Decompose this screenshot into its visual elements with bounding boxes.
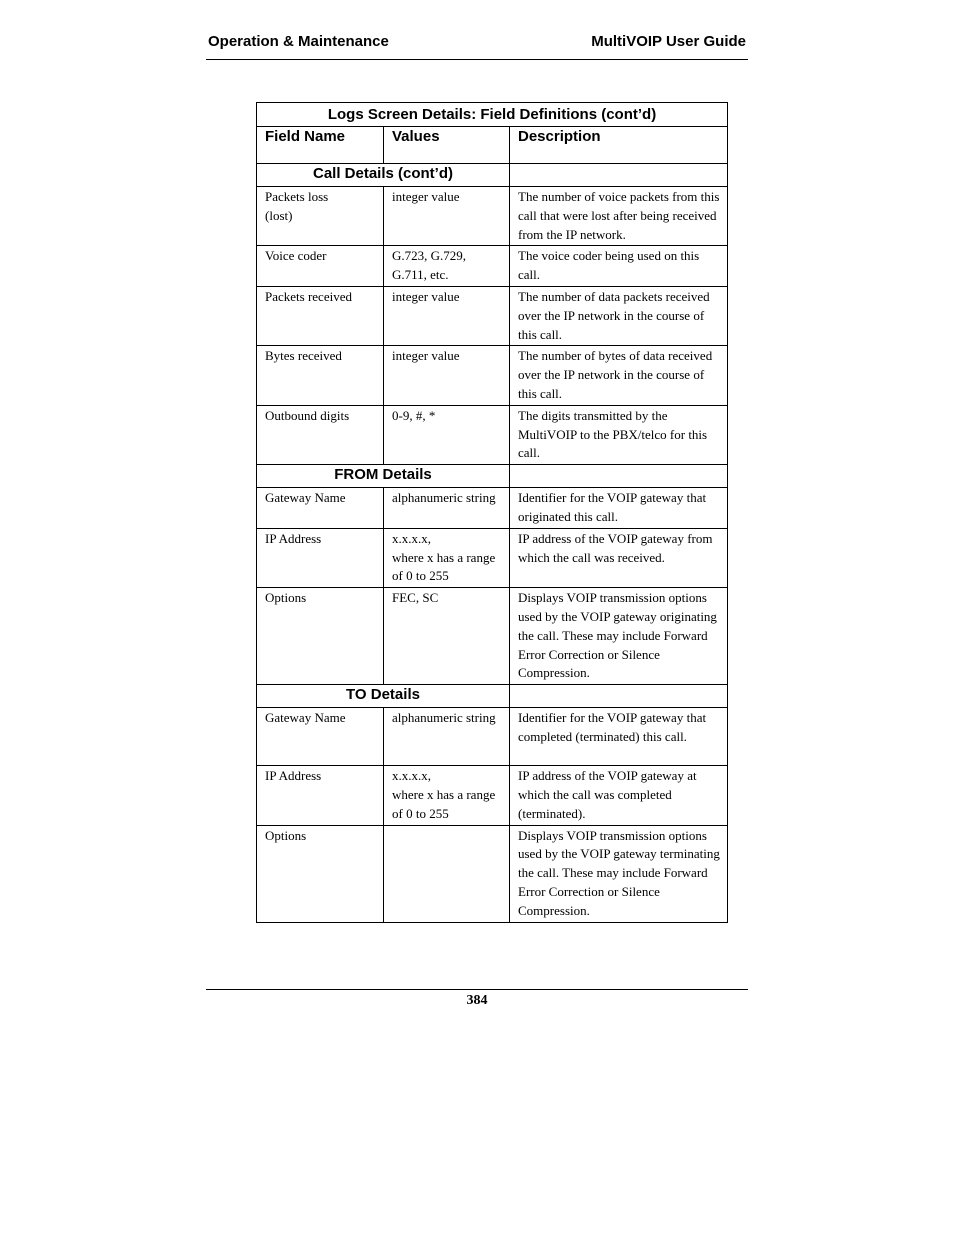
cell-values: FEC, SC [384, 588, 510, 685]
section-header-row [257, 164, 728, 187]
cell-field-name: Voice coder [257, 246, 384, 287]
cell-values: integer value [384, 187, 510, 246]
table-row [257, 405, 728, 464]
cell-description: Displays VOIP transmission options used by the VOIP gateway terminating the call. These may include Forward Error Correction or Silence Compression. [510, 825, 728, 922]
section-empty-cell [510, 164, 728, 187]
column-header-values: Values [384, 127, 510, 164]
cell-field-name: Gateway Name [257, 708, 384, 766]
cell-field-name: Options [257, 588, 384, 685]
page-number: 384 [466, 993, 488, 1008]
section-title: Call Details (cont’d) [257, 164, 510, 187]
cell-description: The number of voice packets from this call that were lost after being received from the IP network. [510, 187, 728, 246]
header-section-title: Operation & Maintenance [208, 33, 389, 50]
cell-values: 0-9, #, * [384, 405, 510, 464]
column-header-field-name: Field Name [257, 127, 384, 164]
section-header-row [257, 685, 728, 708]
table-row [257, 708, 728, 766]
page-header [206, 33, 748, 60]
cell-values [384, 825, 510, 922]
table-row [257, 588, 728, 685]
cell-description: The number of bytes of data received over the IP network in the course of this call. [510, 346, 728, 405]
table-row [257, 528, 728, 587]
section-title: TO Details [257, 685, 510, 708]
page-footer [206, 989, 748, 1009]
cell-field-name: Packets received [257, 286, 384, 345]
cell-description: The voice coder being used on this call. [510, 246, 728, 287]
field-definitions-table [256, 102, 728, 923]
section-empty-cell [510, 465, 728, 488]
cell-values: x.x.x.x, where x has a range of 0 to 255 [384, 766, 510, 825]
section-title: FROM Details [257, 465, 510, 488]
section-header-row [257, 465, 728, 488]
cell-field-name: Packets loss (lost) [257, 187, 384, 246]
cell-description: IP address of the VOIP gateway at which the call was completed (terminated). [510, 766, 728, 825]
cell-values: alphanumeric string [384, 488, 510, 529]
cell-values: alphanumeric string [384, 708, 510, 766]
cell-description: The number of data packets received over the IP network in the course of this call. [510, 286, 728, 345]
cell-description: Identifier for the VOIP gateway that originated this call. [510, 488, 728, 529]
cell-field-name: Bytes received [257, 346, 384, 405]
table-row [257, 346, 728, 405]
table-row [257, 766, 728, 825]
cell-field-name: Options [257, 825, 384, 922]
cell-values: integer value [384, 346, 510, 405]
section-empty-cell [510, 685, 728, 708]
cell-values: x.x.x.x, where x has a range of 0 to 255 [384, 528, 510, 587]
cell-description: IP address of the VOIP gateway from which the call was received. [510, 528, 728, 587]
cell-field-name: Gateway Name [257, 488, 384, 529]
table-row [257, 246, 728, 287]
cell-values: G.723, G.729, G.711, etc. [384, 246, 510, 287]
cell-field-name: Outbound digits [257, 405, 384, 464]
table-title: Logs Screen Details: Field Definitions (cont’d) [257, 103, 728, 127]
column-header-description: Description [510, 127, 728, 164]
cell-description: The digits transmitted by the MultiVOIP to the PBX/telco for this call. [510, 405, 728, 464]
table-row [257, 488, 728, 529]
cell-field-name: IP Address [257, 528, 384, 587]
table-row [257, 187, 728, 246]
cell-description: Displays VOIP transmission options used by the VOIP gateway originating the call. These may include Forward Error Correction or Silence Compression. [510, 588, 728, 685]
table-row [257, 286, 728, 345]
cell-values: integer value [384, 286, 510, 345]
header-document-title: MultiVOIP User Guide [591, 33, 746, 50]
cell-description: Identifier for the VOIP gateway that completed (terminated) this call. [510, 708, 728, 766]
table-row [257, 825, 728, 922]
cell-field-name: IP Address [257, 766, 384, 825]
column-header-row [257, 127, 728, 164]
